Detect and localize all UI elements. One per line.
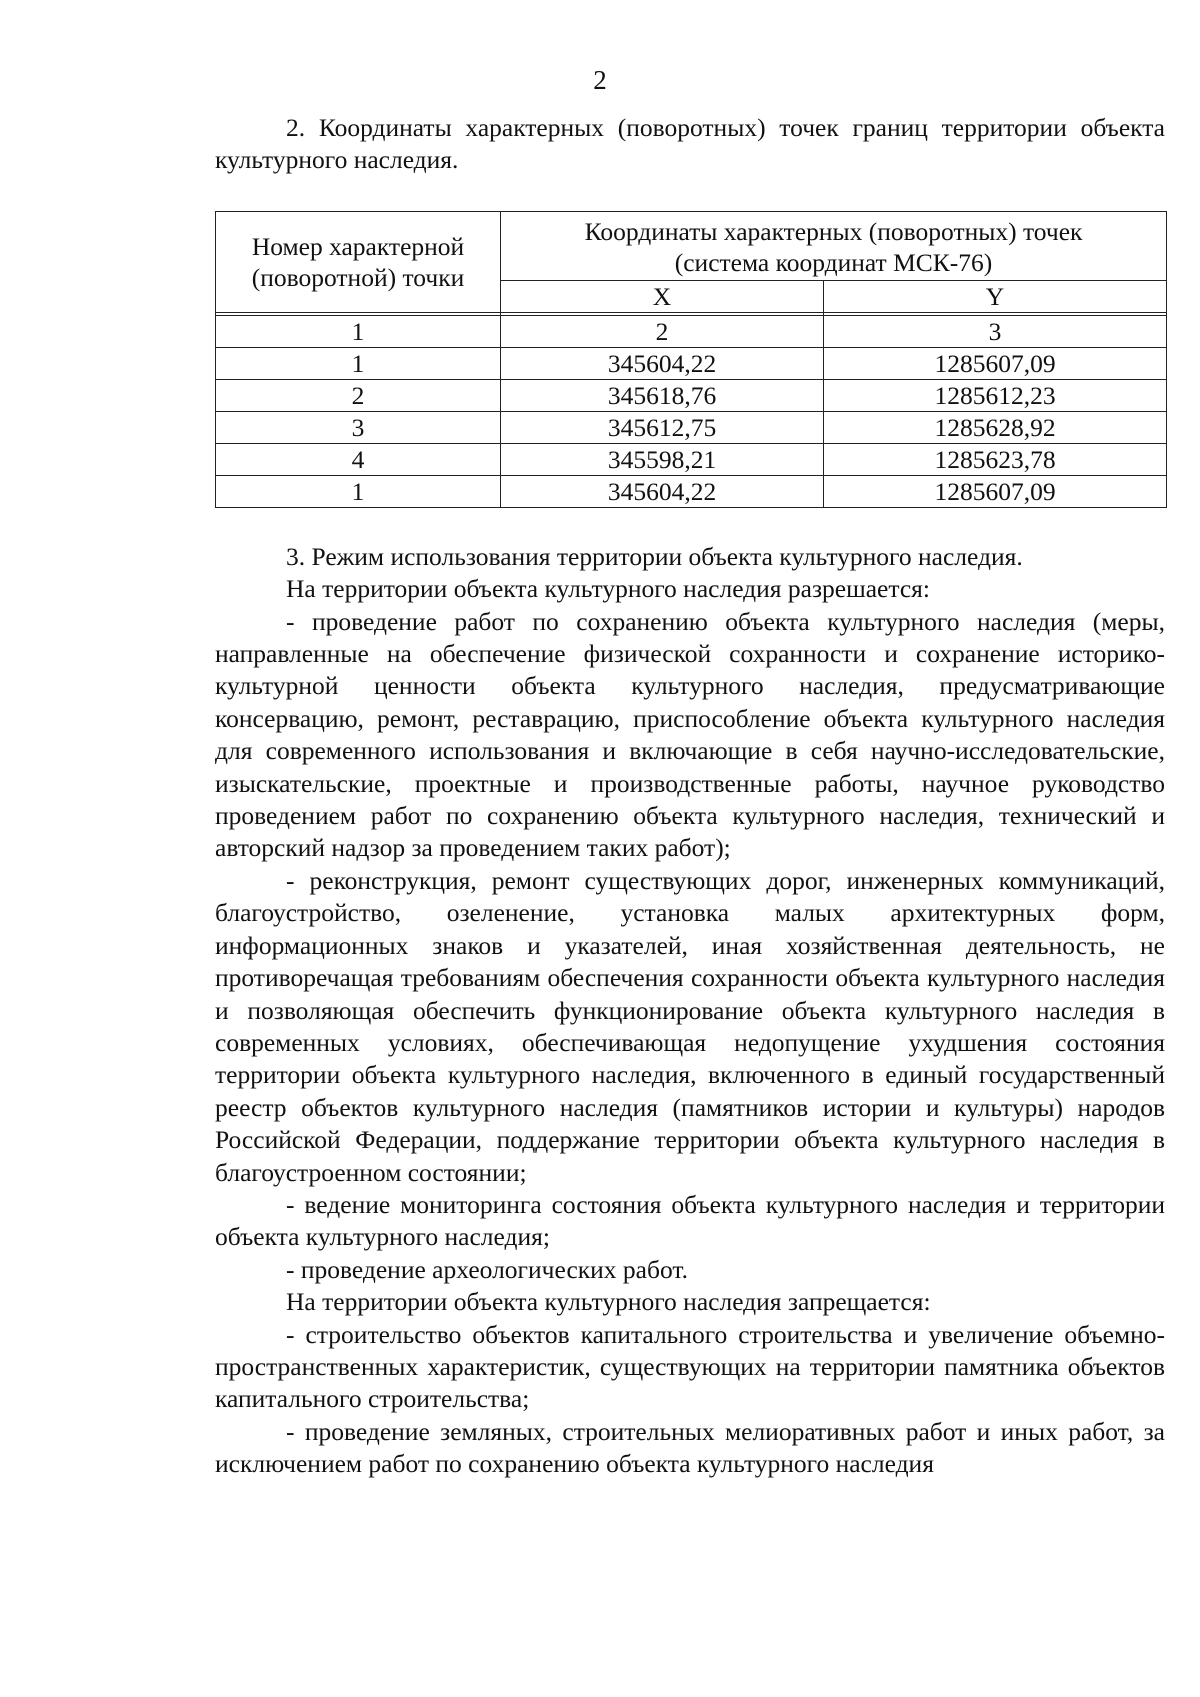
allowed-item: - реконструкция, ремонт существующих дорог, инженерных коммуникаций, благоустройство, озеленение, установка малых архитектурных форм, информационных знаков и указателей, иная хозяйственная деятельность, не противоречащая требованиям обеспечения сохранности объекта культурного наследия и позволяющая обеспечить функционирование объекта культурного наследия в современных условиях, обеспечивающая недопущение ухудшения состояния территории объекта культурного наследия, включенного в единый государственный реестр объектов культурного наследия (памятников истории и культуры) народов Российской Федерации, поддержание территории объекта культурного наследия в благоустроенном состоянии; — [215, 865, 1165, 1187]
coordinates-table — [215, 211, 1167, 508]
table-row — [216, 379, 1167, 411]
table-row — [216, 443, 1167, 475]
y-coordinate-cell: 1285623,78 — [824, 443, 1167, 475]
table-row — [216, 411, 1167, 443]
table-numbering-row — [216, 315, 1167, 347]
header-coordinates-group — [501, 211, 1167, 280]
table-row — [216, 347, 1167, 379]
section-3-heading: 3. Режим использования территории объекта культурного наследия. — [286, 541, 1023, 571]
page-number: 2 — [593, 65, 607, 95]
y-coordinate-cell: 1285612,23 — [824, 379, 1167, 411]
point-number-cell: 4 — [216, 443, 501, 475]
x-coordinate-cell: 345612,75 — [501, 411, 824, 443]
y-coordinate-cell: 1285628,92 — [824, 411, 1167, 443]
header-coordinates-line1: Координаты характерных (поворотных) точек — [584, 216, 1083, 246]
x-coordinate-cell: 345618,76 — [501, 379, 824, 411]
x-coordinate-cell: 345604,22 — [501, 347, 824, 379]
allowed-item: - проведение археологических работ. — [286, 1254, 688, 1284]
y-coordinate-cell: 1285607,09 — [824, 347, 1167, 379]
point-number-cell: 1 — [216, 475, 501, 507]
page-content — [215, 112, 1165, 1481]
y-coordinate-cell: 1285607,09 — [824, 475, 1167, 507]
point-number-cell: 3 — [216, 411, 501, 443]
x-coordinate-cell: 345598,21 — [501, 443, 824, 475]
header-point-number: Номер характерной (поворотной) точки — [216, 211, 501, 312]
prohibited-item: - строительство объектов капитального строительства и увеличение объемно-пространственных характеристик, существующих на территории памятника объектов капитального строительства; — [215, 1319, 1165, 1414]
point-number-cell: 1 — [216, 347, 501, 379]
allowed-item: - проведение работ по сохранению объекта культурного наследия (меры, направленные на обеспечение физической сохранности и сохранение историко-культурной ценности объекта культурного наследия, предусматривающие консервацию, ремонт, реставрацию, приспособление объекта культурного наследия для современного использования и включающие в себя научно-исследовательские, изыскательские, проектные и производственные работы, научное руководство проведением работ по сохранению объекта культурного наследия, технический и авторский надзор за проведением таких работ); — [215, 606, 1165, 863]
numbering-cell: 1 — [216, 315, 501, 347]
prohibited-item: - проведение земляных, строительных мелиоративных работ и иных работ, за исключением работ по сохранению объекта культурного наследия — [215, 1416, 1165, 1479]
numbering-cell: 3 — [824, 315, 1167, 347]
numbering-cell: 2 — [501, 315, 824, 347]
header-coordinates-line2: (система координат МСК-76) — [674, 247, 993, 277]
prohibited-intro: На территории объекта культурного наследия запрещается: — [286, 1287, 931, 1317]
allowed-item: - ведение мониторинга состояния объекта культурного наследия и территории объекта культурного наследия; — [215, 1189, 1165, 1252]
table-header-row — [216, 211, 1167, 280]
section-2-heading: 2. Координаты характерных (поворотных) точек границ территории объекта культурного наследия. — [215, 113, 1165, 175]
section-3 — [215, 541, 1165, 1481]
header-x: X — [501, 280, 824, 312]
x-coordinate-cell: 345604,22 — [501, 475, 824, 507]
header-y: Y — [824, 280, 1167, 312]
allowed-intro: На территории объекта культурного наследия разрешается: — [286, 574, 930, 604]
table-row — [216, 475, 1167, 507]
point-number-cell: 2 — [216, 379, 501, 411]
